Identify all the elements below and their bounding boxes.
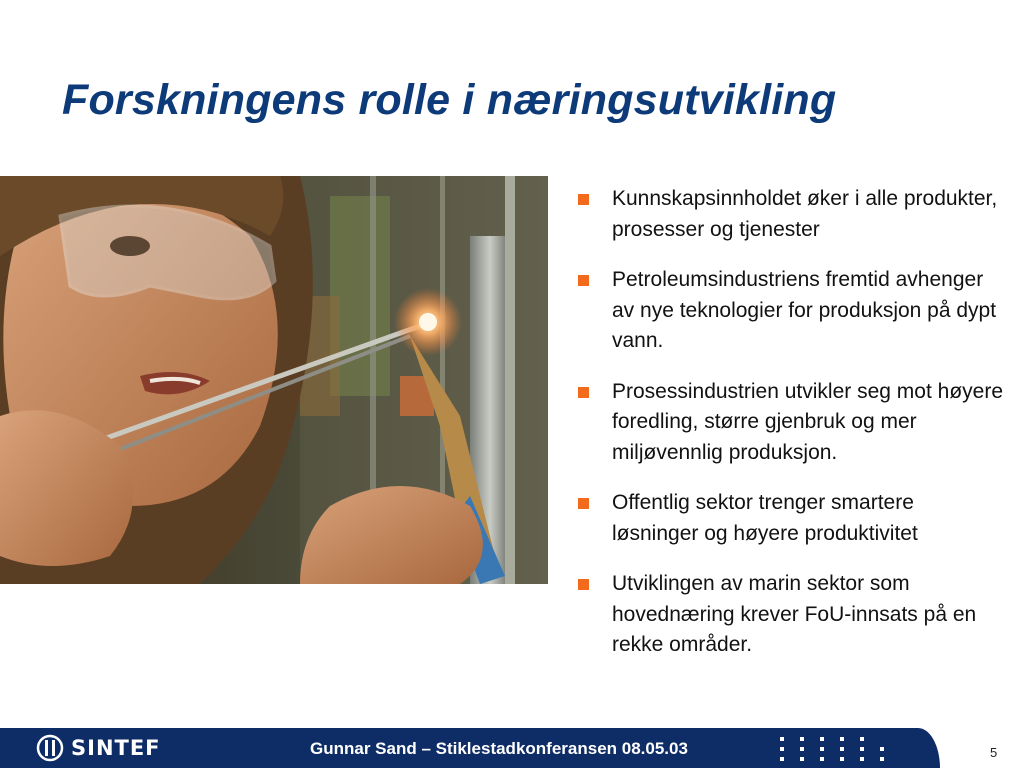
slide-title: Forskningens rolle i næringsutvikling: [62, 76, 837, 124]
bullet-item: [576, 569, 1006, 661]
bullet-text: Offentlig sektor trenger smartere løsninger og høyere produktivitet: [612, 491, 918, 545]
bullet-text: Petroleumsindustriens fremtid avhenger av nye teknologier for produksjon på dypt vann.: [612, 268, 997, 352]
sintef-logo: [36, 735, 161, 761]
lab-photo: [0, 176, 548, 584]
bullet-text: Kunnskapsinnholdet øker i alle produkter, prosesser og tjenester: [612, 187, 998, 241]
sintef-logo-icon: [36, 734, 64, 762]
slide-footer: [0, 728, 1024, 768]
presenter-text: Gunnar Sand – Stiklestadkonferansen 08.05.03: [310, 739, 688, 758]
bullet-item: [576, 488, 1006, 549]
bullet-marker-icon: [578, 498, 589, 509]
dot-pattern-icon: [778, 735, 888, 763]
bullet-marker-icon: [578, 194, 589, 205]
logo-text: SINTEF: [71, 736, 161, 760]
bullet-marker-icon: [578, 275, 589, 286]
bullet-text: Prosessindustrien utvikler seg mot høyere foredling, større gjenbruk og mer miljøvennlig produksjon.: [612, 379, 1003, 464]
page-number: 5: [990, 745, 998, 760]
bullet-marker-icon: [578, 579, 589, 590]
bullet-item: [576, 377, 1006, 469]
bullet-text: Utviklingen av marin sektor som hovednæring krever FoU-innsats på en rekke områder.: [612, 572, 977, 656]
bullet-item: [576, 265, 1006, 357]
bullet-list: [576, 184, 1006, 681]
bullet-marker-icon: [578, 387, 589, 398]
bullet-item: [576, 184, 1006, 245]
